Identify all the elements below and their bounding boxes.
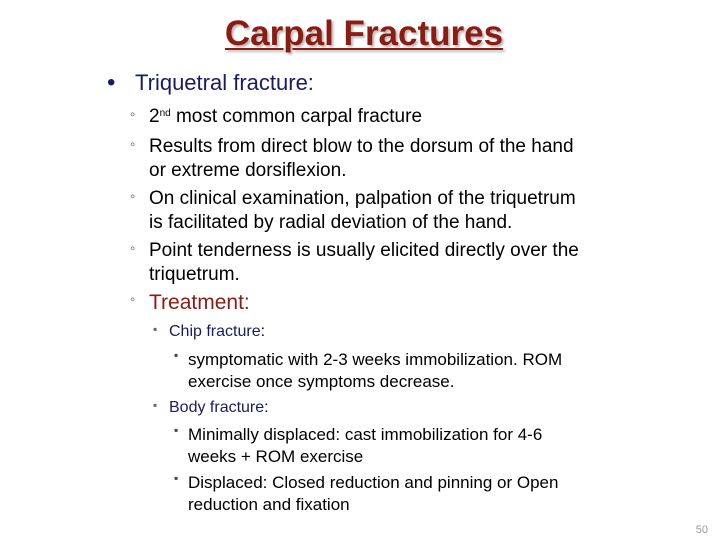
point-tenderness-line2: triquetrum. bbox=[149, 264, 240, 285]
body-minimal-line1: Minimally displaced: cast immobilization for 4-6 bbox=[188, 425, 543, 444]
treatment-heading bbox=[130, 291, 250, 315]
point-common-num: 2 bbox=[149, 106, 160, 127]
circle-bullet-icon: ◦ bbox=[130, 291, 136, 308]
circle-bullet-icon: ◦ bbox=[130, 240, 136, 257]
square-bullet-icon: ▪ bbox=[153, 322, 158, 336]
circle-bullet-icon: ◦ bbox=[130, 106, 136, 123]
circle-bullet-icon: ◦ bbox=[130, 136, 136, 153]
chip-fracture-colon: : bbox=[260, 323, 266, 340]
chip-fracture-item bbox=[153, 322, 266, 341]
square-bullet-icon: ▪ bbox=[174, 348, 179, 362]
body-displaced-line1: Displaced: Closed reduction and pinning or Open bbox=[188, 473, 559, 492]
chip-detail-line1: symptomatic with 2-3 weeks immobilization. ROM bbox=[188, 350, 563, 369]
circle-bullet-icon: ◦ bbox=[130, 188, 136, 205]
chip-detail-line2: exercise once symptoms decrease. bbox=[188, 372, 455, 391]
chip-fracture-label: Chip fracture bbox=[169, 323, 261, 340]
square-bullet-icon: ▪ bbox=[174, 423, 179, 437]
point-common-text: most common carpal fracture bbox=[170, 106, 423, 127]
square-bullet-icon: ▪ bbox=[153, 398, 158, 412]
body-minimal-line2: weeks + ROM exercise bbox=[188, 447, 364, 466]
point-exam bbox=[130, 188, 576, 210]
point-tenderness-line1: Point tenderness is usually elicited directly over the bbox=[149, 240, 579, 261]
body-fracture-label: Body fracture bbox=[169, 399, 265, 416]
bullet-icon: • bbox=[107, 69, 116, 96]
point-mechanism-line2: or extreme dorsiflexion. bbox=[149, 160, 347, 181]
page-number: 50 bbox=[695, 524, 708, 536]
point-common-sup: nd bbox=[159, 108, 171, 119]
body-displaced-line2: reduction and fixation bbox=[188, 495, 350, 514]
treatment-label: Treatment: bbox=[149, 291, 250, 314]
body-fracture-minimal bbox=[174, 423, 543, 445]
chip-fracture-detail bbox=[174, 348, 563, 370]
heading-bullet-item bbox=[107, 69, 314, 96]
point-exam-line2: is facilitated by radial deviation of the hand. bbox=[149, 212, 513, 233]
point-mechanism-line1: Results from direct blow to the dorsum of the hand bbox=[149, 136, 574, 157]
slide-title: Carpal Fractures bbox=[224, 14, 504, 53]
body-fracture-colon: : bbox=[264, 399, 269, 416]
point-mechanism bbox=[130, 136, 574, 158]
point-exam-line1: On clinical examination, palpation of the triquetrum bbox=[149, 188, 576, 209]
square-bullet-icon: ▪ bbox=[174, 471, 179, 485]
heading-text: Triquetral fracture: bbox=[135, 70, 314, 95]
body-fracture-displaced bbox=[174, 471, 559, 493]
body-fracture-item bbox=[153, 398, 269, 417]
point-tenderness bbox=[130, 240, 579, 262]
point-common bbox=[130, 106, 423, 128]
